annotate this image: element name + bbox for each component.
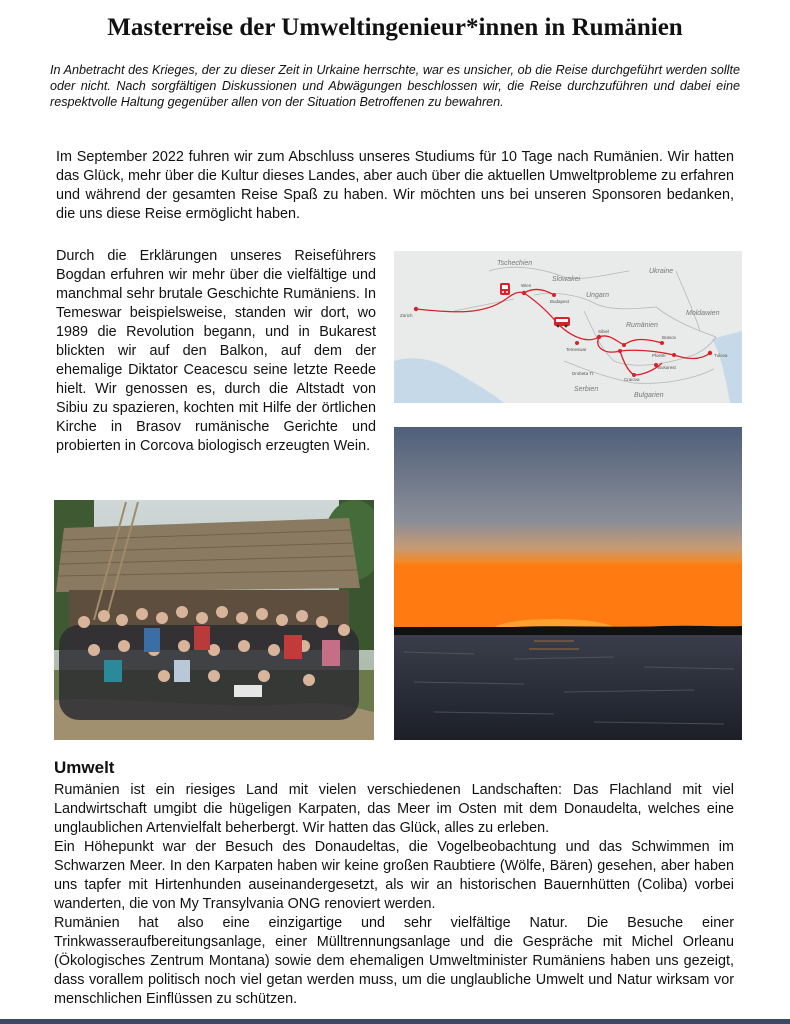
- paragraph-september-trip: Im September 2022 fuhren wir zum Abschluss unseres Studiums für 10 Tage nach Rumänien. Wir hatten das Glück, mehr über die Kultur dieses Landes, aber auch über die aktuellen Umweltprobleme zu erfahren und während der gesamten Reise Spaß zu haben. Wir möchten uns bei unseren Sponsoren bedanken, die uns diese Reise ermöglicht haben.: [56, 149, 734, 222]
- umwelt-text: [54, 781, 734, 1009]
- intro-note: In Anbetracht des Krieges, der zu dieser Zeit in Urkaine herrschte, war es unsicher, ob die Reise durchgeführt werden sollte oder nicht. Nach sorgfältigen Diskussionen und Abwägungen beschlossen wir, die Reise durchzuführen und dabei eine respektvolle Haltung gegenüber allen von der Situation Betroffenen zu bewahren.: [50, 63, 740, 109]
- map-label-serbien: Serbien: [574, 386, 599, 393]
- train-icon: [500, 283, 510, 295]
- map-city-zurich: Zürich: [400, 313, 413, 318]
- paragraph-history: Durch die Erklärungen unseres Reiseführers Bogdan erfuhren wir mehr über die vielfältige und manchmal sehr brutale Geschichte Rumäniens. In Temeswar beispielsweise, standen wir dort, wo 1989 die Revolution begann, und in Bukarest blickten wir auf den Balkon, auf dem der ehemalige Diktator Ceacescu seine letzte Reede hielt. Wir genossen es, durch die Altstadt von Sibiu zu spazieren, kochten mit Hilfe der örtlichen Kirche in Brasov rumänische Gerichte und probierten in Corcova biologisch erzeugten Wein.: [56, 248, 376, 454]
- group-photo: [54, 500, 374, 740]
- map-city-temeswar: Temeswar: [566, 347, 587, 352]
- map-label-tschechien: Tschechien: [497, 260, 533, 267]
- page-title: Masterreise der Umweltingenieur*innen in Rumänien: [107, 14, 683, 41]
- map-city-wien: Wien: [521, 283, 532, 288]
- sunset-photo: [394, 427, 742, 740]
- map-city-budapest: Budapest: [550, 299, 570, 304]
- umwelt-paragraph-2: Ein Höhepunkt war der Besuch des Donaudeltas, die Vogelbeobachtung und das Schwimmen im Schwarzen Meer. In den Karpaten haben wir keine großen Raubtiere (Wölfe, Bären) gesehen, aber haben uns tapfer mit Hirtenhunden auseinandergesetzt, als wir an historischen Bauernhütten (Coliba) vorbei wanderten, die von My Transylvania ONG renoviert werden.: [54, 839, 734, 912]
- map-label-ungarn: Ungarn: [586, 292, 609, 299]
- map-label-rumaenien: Rumänien: [626, 322, 658, 329]
- section-heading-umwelt: Umwelt: [54, 758, 115, 777]
- map-city-craiova: Craiova: [624, 377, 640, 382]
- bottom-divider: [0, 1019, 790, 1024]
- map-city-brasov: Brasov: [662, 335, 677, 340]
- map-city-drobeta: Drobeta Tr.: [572, 371, 595, 376]
- map-city-bukarest: Bukarest: [658, 365, 676, 370]
- map-label-bulgarien: Bulgarien: [634, 392, 664, 399]
- map-city-sibiel: Sibiel: [598, 329, 610, 334]
- map-city-tulcea: Tulcea: [714, 353, 728, 358]
- map-label-slowakei: Slowakei: [552, 276, 581, 283]
- map-city-ploesti: Ploesti: [652, 353, 666, 358]
- bus-icon: [554, 317, 570, 327]
- map-label-ukraine: Ukraine: [649, 268, 674, 275]
- map-label-moldawien: Moldawien: [686, 310, 720, 317]
- route-map: [394, 251, 742, 403]
- umwelt-paragraph-3: Rumänien hat also eine einzigartige und sehr vielfältige Natur. Die Besuche einer Trinkwasseraufbereitungsanlage, einer Mülltrennungsanlage und die Gespräche mit Michel Orleanu (Ökologisches Zentrum Montana) sowie dem ehemaligen Umweltminister Rumäniens haben uns gezeigt, dass vorallem politisch noch viel getan werden muss, um die unglaubliche Umwelt und Natur wirksam vor menschlichen Einflüssen zu schützen.: [54, 915, 734, 1007]
- umwelt-paragraph-1: Rumänien ist ein riesiges Land mit vielen verschiedenen Landschaften: Das Flachland mit viel Landwirtschaft umgibt die hügeligen Karpaten, das Meer im Osten mit dem Donaudelta, welches eine unglaublichen Artenvielfalt beherbergt. Wir hatten das Glück, alles zu erleben.: [54, 782, 734, 836]
